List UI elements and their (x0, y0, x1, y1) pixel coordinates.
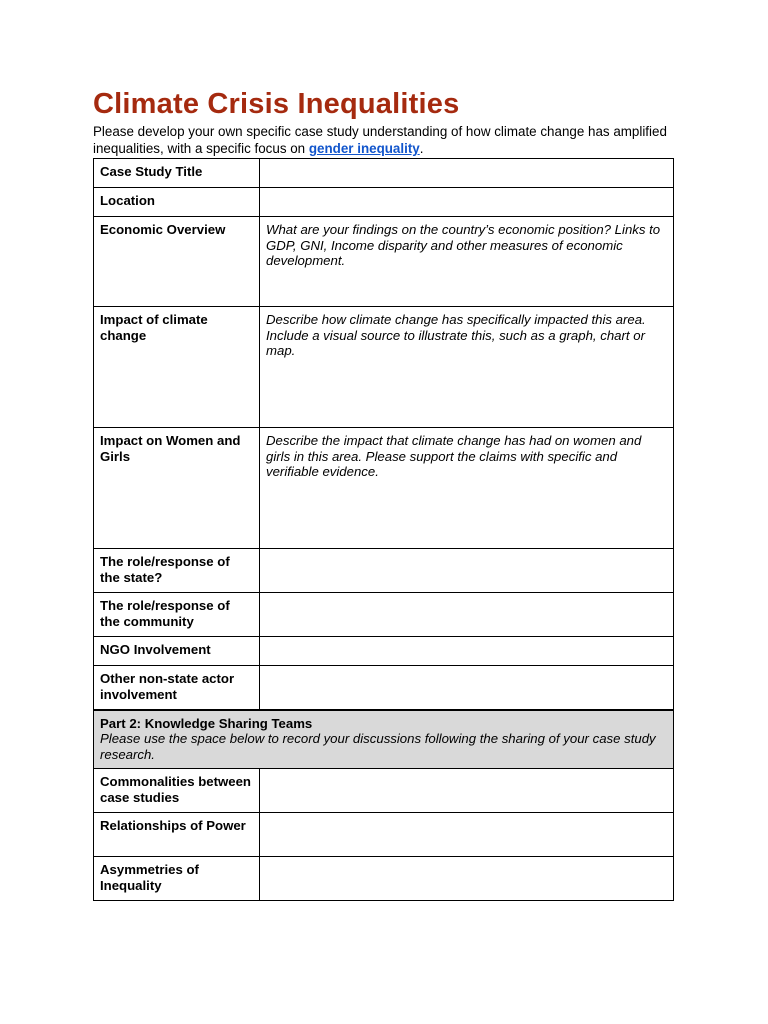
table-row (94, 813, 674, 857)
intro-paragraph (93, 123, 675, 157)
table-row (94, 159, 674, 188)
part2-header (94, 710, 674, 769)
part2-note: Please use the space below to record your discussions following the sharing of your case study research. (100, 731, 656, 762)
other-non-state-actor-field[interactable] (260, 666, 674, 710)
impact-on-women-and-girls-field[interactable]: Describe the impact that climate change has had on women and girls in this area. Please support the claims with specific and verifiable evidence. (260, 428, 674, 549)
table-row (94, 769, 674, 813)
table-row (94, 593, 674, 637)
table-row (94, 637, 674, 666)
table-row (94, 549, 674, 593)
intro-text: Please develop your own specific case study understanding of how climate change has amplified inequalities, with a specific focus on (93, 124, 667, 156)
row-label-impact-of-climate-change: Impact of climate change (94, 307, 260, 428)
row-label-role-of-community: The role/response of the community (94, 593, 260, 637)
case-study-title-field[interactable] (260, 159, 674, 188)
impact-of-climate-change-field[interactable]: Describe how climate change has specifically impacted this area. Include a visual source to illustrate this, such as a graph, chart or map. (260, 307, 674, 428)
worksheet-page (93, 84, 675, 901)
row-label-ngo-involvement: NGO Involvement (94, 637, 260, 666)
ngo-involvement-field[interactable] (260, 637, 674, 666)
location-field[interactable] (260, 188, 674, 217)
table-row (94, 307, 674, 428)
table-row (94, 857, 674, 901)
row-label-impact-on-women-and-girls: Impact on Women and Girls (94, 428, 260, 549)
asymmetries-of-inequality-field[interactable] (260, 857, 674, 901)
role-of-community-field[interactable] (260, 593, 674, 637)
role-of-state-field[interactable] (260, 549, 674, 593)
row-label-role-of-state: The role/response of the state? (94, 549, 260, 593)
row-label-case-study-title: Case Study Title (94, 159, 260, 188)
page-title: Climate Crisis Inequalities (93, 88, 460, 120)
table-row (94, 666, 674, 710)
table-row (94, 188, 674, 217)
gender-inequality-link[interactable]: gender inequality (308, 141, 420, 156)
part2-title: Part 2: Knowledge Sharing Teams (100, 715, 313, 731)
economic-overview-field[interactable]: What are your findings on the country’s economic position? Links to GDP, GNI, Income disparity and other measures of economic development. (260, 217, 674, 307)
row-label-economic-overview: Economic Overview (94, 217, 260, 307)
row-label-commonalities: Commonalities between case studies (94, 769, 260, 813)
case-study-table (93, 158, 674, 901)
table-row (94, 217, 674, 307)
intro-text-end: . (419, 141, 424, 156)
row-label-relationships-of-power: Relationships of Power (94, 813, 260, 857)
row-label-location: Location (94, 188, 260, 217)
part2-header-row (94, 710, 674, 769)
relationships-of-power-field[interactable] (260, 813, 674, 857)
table-row (94, 428, 674, 549)
commonalities-field[interactable] (260, 769, 674, 813)
row-label-asymmetries-of-inequality: Asymmetries of Inequality (94, 857, 260, 901)
row-label-other-non-state-actor: Other non-state actor involvement (94, 666, 260, 710)
